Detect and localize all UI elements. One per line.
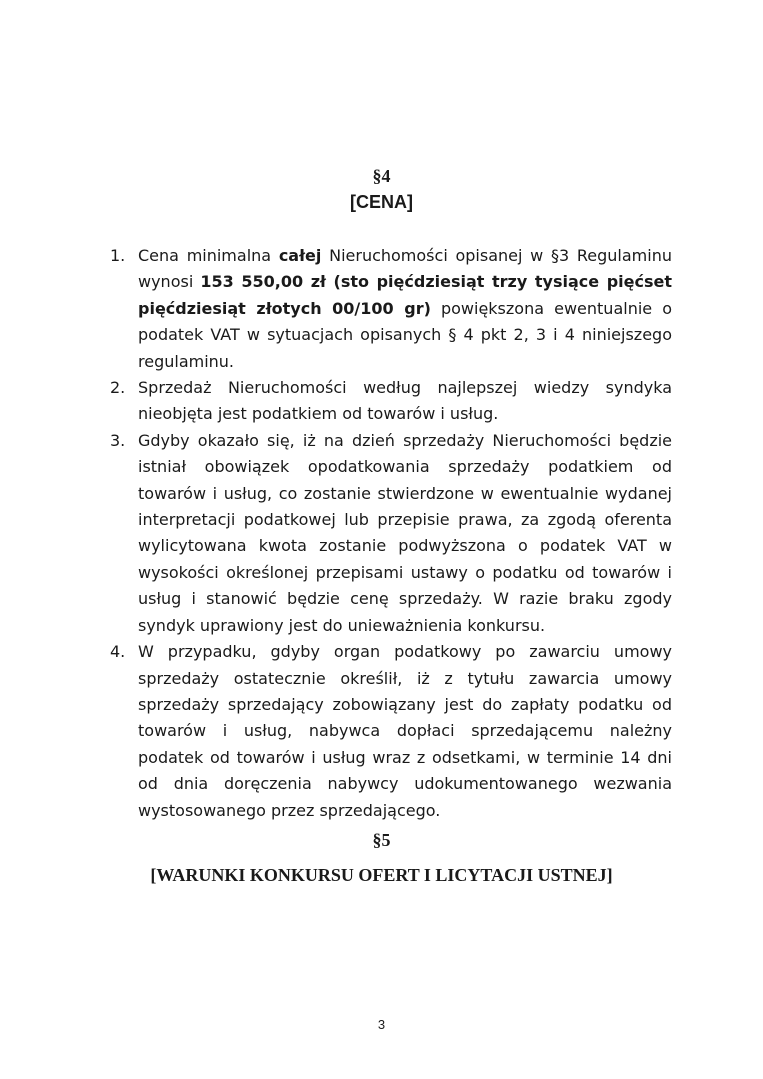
item-text: Sprzedaż Nieruchomości według najlepszej wiedzy syndyka nieobjęta jest podatkiem od towarów i usług.	[138, 378, 672, 424]
section-5-number: §5	[372, 830, 391, 850]
item-number: 2.	[110, 378, 126, 398]
text-run: powiększona ewentualnie o podatek VAT w sytuacjach opisanych § 4 pkt 2, 3 i 4 niniejszego regulaminu.	[138, 298, 672, 371]
section-4-title: [CENA]	[350, 192, 413, 212]
page-number: 3	[377, 1017, 386, 1032]
list-item-3	[110, 428, 672, 639]
list-item-2	[110, 375, 672, 428]
list-item-4	[110, 639, 672, 824]
section-4-items	[110, 243, 672, 824]
text-run: Nieruchomości opisanej w §3 Regulaminu wynosi	[138, 246, 672, 292]
item-text	[138, 243, 672, 375]
text-run: Cena minimalna	[138, 246, 279, 265]
item-text: Gdyby okazało się, iż na dzień sprzedaży Nieruchomości będzie istniał obowiązek opodatkowania sprzedaży podatkiem od towarów i usług, co zostanie stwierdzone w ewentualnie wydanej interpretacji podatkowej lub przepisie prawa, za zgodą oferenta wylicytowana kwota zostanie podwyższona o podatek VAT w wysokości określonej przepisami ustawy o podatku od towarów i usług i stanowić będzie cenę sprzedaży. W razie braku zgody syndyk uprawiony jest do unieważnienia konkursu.	[138, 430, 672, 635]
list-item-1	[110, 243, 672, 375]
bold-price: 153 550,00 zł (sto pięćdziesiąt trzy tysiące pięćset pięćdziesiąt złotych 00/100 gr)	[138, 272, 672, 318]
item-text: W przypadku, gdyby organ podatkowy po zawarciu umowy sprzedaży ostatecznie określił, iż z tytułu zawarcia umowy sprzedaży sprzedający zobowiązany jest do zapłaty podatku od towarów i usług, nabywca dopłaci sprzedającemu należny podatek od towarów i usług wraz z odsetkami, w terminie 14 dni od dnia doręczenia nabywcy udokumentowanego wezwania	[138, 642, 672, 794]
item-number: 1.	[110, 246, 126, 265]
section-4-number: §4	[372, 166, 391, 186]
item-number: 4.	[110, 642, 126, 662]
item-text-tail: wystosowanego przez sprzedającego.	[138, 800, 441, 820]
section-5-title: [WARUNKI KONKURSU OFERT I LICYTACJI USTNEJ]	[150, 865, 613, 885]
bold-run: całej	[278, 246, 322, 265]
item-number: 3.	[110, 430, 126, 450]
